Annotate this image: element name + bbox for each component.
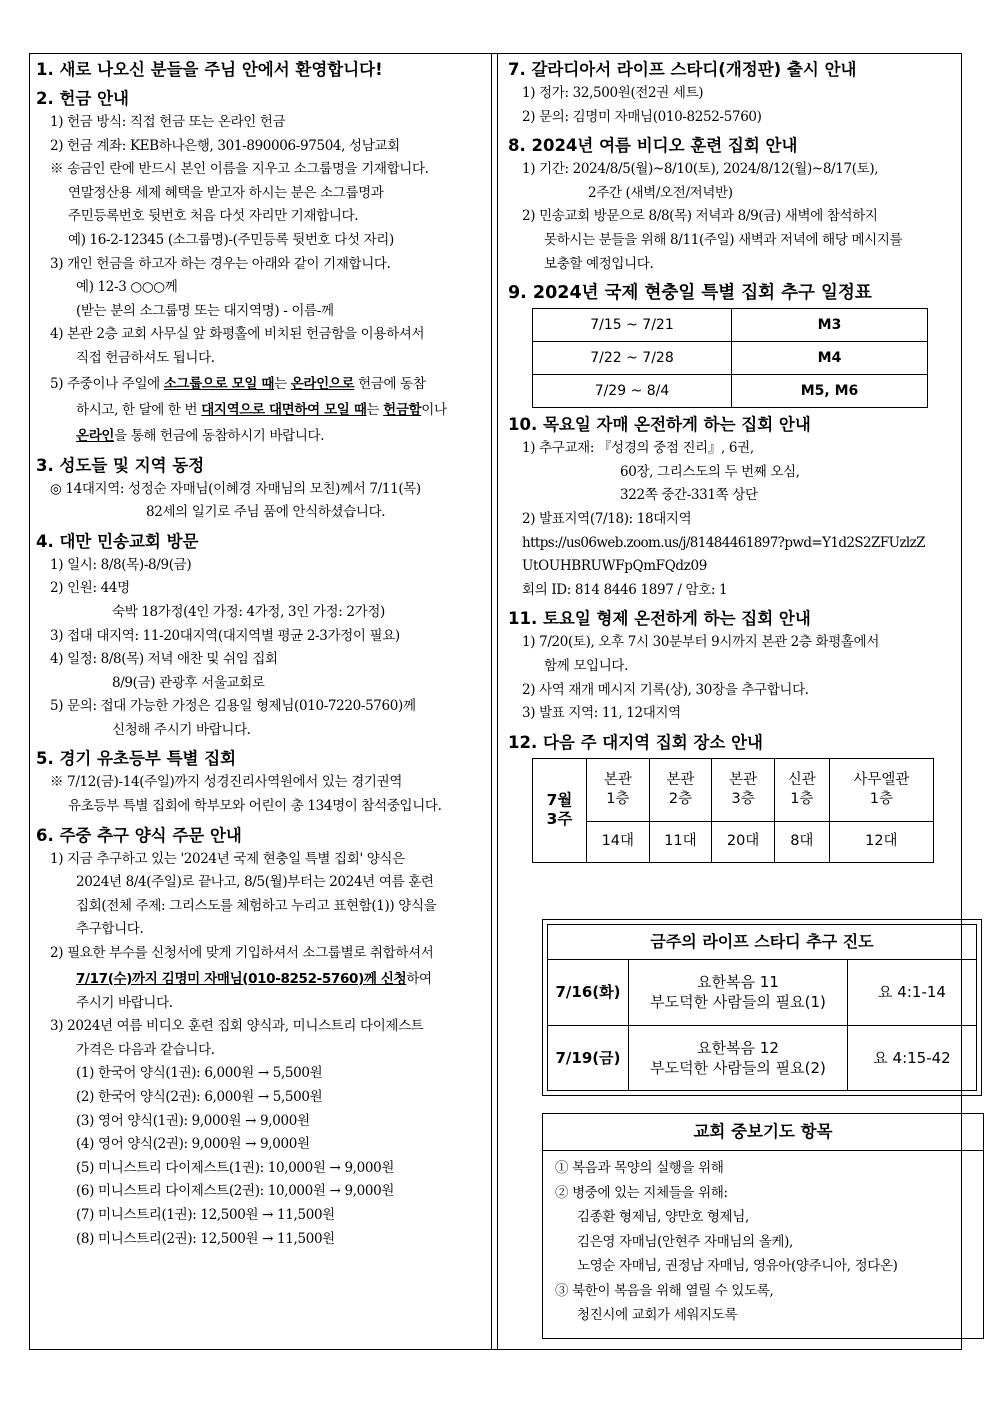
price-item: (6) 미니스트리 다이제스트(2권): 10,000원 → 9,000원 — [76, 1183, 395, 1200]
hall-cell — [774, 758, 829, 821]
order-line-4: 추구합니다. — [76, 921, 144, 938]
section-sisters-title: 10. 목요일 자매 온전하게 하는 집회 안내 — [508, 415, 811, 435]
offering-line-3: ※ 송금인 란에 반드시 본인 이름을 지우고 소그룹명을 기재합니다. — [50, 161, 429, 178]
prayer-list — [543, 1151, 983, 1328]
offering-text: 5) 주중이나 주일에 — [50, 375, 164, 392]
offering-line-4: 연말정산용 세제 혜택을 받고자 하시는 분은 소그룹명과 — [68, 184, 384, 201]
study-progress-title: 금주의 라이프 스타디 추구 진도 — [548, 925, 977, 960]
week-cell — [533, 758, 587, 862]
training-line-3: 2) 민송교회 방문으로 8/8(목) 저녁과 8/9(금) 새벽에 참석하지 — [522, 208, 878, 225]
offering-line-10: 4) 본관 2층 교회 사무실 앞 화평홀에 비치된 헌금함을 이용하셔서 — [50, 326, 425, 343]
section-offering-title: 2. 헌금 안내 — [36, 89, 129, 108]
district-cell: 11대 — [649, 821, 712, 862]
table-row — [533, 821, 934, 862]
study-lesson — [629, 1025, 848, 1091]
prayer-item: 김은영 자매님(안현주 자매님의 올케), — [577, 1233, 793, 1250]
book-line-1: 1) 정가: 32,500원(전2권 세트) — [522, 85, 704, 101]
price-item: (7) 미니스트리(1권): 12,500원 → 11,500원 — [76, 1206, 335, 1223]
schedule-message: M4 — [732, 342, 928, 375]
brothers-line-1: 1) 7/20(토), 오후 7시 30분부터 9시까지 본관 2층 화평홀에서 — [522, 634, 880, 651]
brothers-line-2: 함께 모입니다. — [544, 657, 629, 674]
prayer-item: 김종환 형제님, 양만호 형제님, — [577, 1209, 749, 1225]
sisters-line-4: 2) 발표지역(7/18): 18대지역 — [522, 510, 692, 527]
price-item: (4) 영어 양식(2권): 9,000원 → 9,000원 — [76, 1136, 310, 1153]
offering-line-6: 예) 16-2-12345 (소그룹명)-(주민등록 뒷번호 다섯 자리) — [68, 231, 394, 248]
order-line-8: 3) 2024년 여름 비디오 훈련 집회 양식과, 미니스트리 다이제스트 — [50, 1018, 424, 1035]
training-line-5: 보충할 예정입니다. — [544, 255, 654, 272]
order-deadline: 7/17(수)까지 김명미 자매님(010-8252-5760)께 신청 — [76, 970, 407, 987]
section-visit-title: 4. 대만 민송교회 방문 — [36, 531, 199, 551]
section-brothers-title: 11. 토요일 형제 온전하게 하는 집회 안내 — [508, 609, 811, 629]
brothers-line-4: 3) 발표 지역: 11, 12대지역 — [522, 705, 681, 722]
offering-line-1: 1) 헌금 방식: 직접 헌금 또는 온라인 헌금 — [50, 114, 286, 130]
offering-line-14 — [36, 423, 485, 449]
study-lesson — [629, 960, 848, 1026]
section-welcome-title: 1. 새로 나오신 분들을 주님 안에서 환영합니다! — [36, 60, 383, 79]
price-item: (5) 미니스트리 다이제스트(1권): 10,000원 → 9,000원 — [76, 1159, 395, 1176]
offering-text: 이나 — [421, 401, 447, 418]
study-reference: 요 4:15-42 — [848, 1025, 977, 1091]
price-item: (2) 한국어 양식(2권): 6,000원 → 5,500원 — [76, 1089, 323, 1105]
hall-floor: 2층 — [668, 790, 693, 807]
offering-emphasis: 대지역으로 대면하여 모일 때 — [201, 401, 367, 418]
district-cell: 20대 — [712, 821, 775, 862]
lesson-title: 부도덕한 사람들의 필요(2) — [650, 1058, 826, 1077]
section-schedule-title: 9. 2024년 국제 현충일 특별 집회 추구 일정표 — [508, 283, 872, 304]
offering-text: 는 — [366, 401, 384, 418]
visit-line-8: 신청해 주시기 바랍니다. — [112, 721, 251, 738]
study-progress-table — [547, 924, 977, 1091]
schedule-period: 7/15 ~ 7/21 — [533, 309, 732, 342]
price-item: (3) 영어 양식(1권): 9,000원 → 9,000원 — [76, 1112, 310, 1129]
left-column — [30, 54, 492, 1349]
hall-cell — [829, 758, 933, 821]
order-line-5: 2) 필요한 부수를 신청서에 맞게 기입하셔서 소그룹별로 취합하셔서 — [50, 945, 434, 962]
table-row — [533, 375, 928, 408]
schedule-message: M3 — [732, 309, 928, 342]
training-line-2: 2주간 (새벽/오전/저녁반) — [588, 184, 733, 201]
sisters-line-1: 1) 추구교재: 『성경의 중점 진리』, 6권, — [522, 440, 754, 457]
table-row — [533, 309, 928, 342]
section-location-title: 12. 다음 주 대지역 집회 장소 안내 — [508, 732, 763, 752]
hall-cell — [649, 758, 712, 821]
visit-line-6: 8/9(금) 관광후 서울교회로 — [112, 674, 265, 691]
hall-name: 본관 — [666, 771, 695, 788]
section-news-title: 3. 성도들 및 지역 동정 — [36, 455, 205, 475]
hall-name: 신관 — [787, 771, 816, 788]
training-line-4: 못하시는 분들을 위해 8/11(주일) 새벽과 저녁에 해당 메시지를 — [544, 231, 903, 248]
offering-emphasis: 헌금함 — [383, 401, 422, 418]
meeting-id: 회의 ID: 814 8446 1897 / 암호: 1 — [522, 581, 728, 598]
district-cell: 8대 — [774, 821, 829, 862]
hall-floor: 1층 — [606, 790, 630, 807]
lesson-title: 부도덕한 사람들의 필요(1) — [650, 993, 826, 1012]
hall-cell — [587, 758, 650, 821]
visit-line-1: 1) 일시: 8/8(목)-8/9(금) — [50, 556, 192, 573]
table-row — [548, 925, 977, 960]
offering-emphasis: 온라인으로 — [290, 375, 355, 392]
week-number: 3주 — [546, 810, 573, 829]
hall-floor: 1층 — [869, 790, 893, 807]
prayer-box — [542, 1113, 984, 1339]
schedule-period: 7/22 ~ 7/28 — [533, 342, 732, 375]
hall-cell — [712, 758, 775, 821]
children-line-1: ※ 7/12(금)-14(주일)까지 성경진리사역원에서 있는 경기권역 — [50, 774, 403, 791]
offering-line-5: 주민등록번호 뒷번호 처음 다섯 자리만 기재합니다. — [68, 208, 359, 225]
study-progress-box — [542, 919, 982, 1096]
order-line-2: 2024년 8/4(주일)로 끝나고, 8/5(월)부터는 2024년 여름 훈련 — [76, 874, 434, 891]
training-line-1: 1) 기간: 2024/8/5(월)~8/10(토), 2024/8/12(월)~8/17(토), — [522, 161, 879, 178]
price-item: (8) 미니스트리(2권): 12,500원 → 11,500원 — [76, 1230, 335, 1247]
order-line-7: 주시기 바랍니다. — [76, 994, 173, 1011]
table-row — [548, 960, 977, 1026]
children-line-2: 유초등부 특별 집회에 학부모와 어린이 총 134명이 참석중입니다. — [68, 798, 442, 815]
study-date: 7/19(금) — [548, 1025, 629, 1091]
lesson-book: 요한복음 11 — [697, 973, 779, 992]
hall-floor: 3층 — [731, 790, 755, 807]
section-training-title: 8. 2024년 여름 비디오 훈련 집회 안내 — [508, 136, 798, 156]
table-row — [533, 758, 934, 821]
offering-emphasis: 소그룹으로 모일 때 — [163, 375, 275, 392]
right-column — [497, 54, 963, 1349]
study-reference: 요 4:1-14 — [848, 960, 977, 1026]
visit-line-7: 5) 문의: 접대 가능한 가정은 김용일 형제님(010-7220-5760)께 — [50, 698, 416, 715]
offering-text: 는 — [274, 375, 291, 392]
study-date: 7/16(화) — [548, 960, 629, 1026]
news-line-2: 82세의 일기로 주님 품에 안식하셨습니다. — [146, 504, 386, 521]
offering-text: 을 통해 헌금에 동참하시기 바랍니다. — [114, 427, 325, 444]
sisters-line-3: 322쪽 중간-331쪽 상단 — [620, 487, 758, 504]
order-line-9: 가격은 다음과 같습니다. — [76, 1041, 215, 1058]
visit-line-3: 숙박 18가정(4인 가정: 4가정, 3인 가정: 2가정) — [112, 603, 385, 620]
offering-emphasis: 온라인 — [76, 427, 115, 444]
schedule-message: M5, M6 — [732, 375, 928, 408]
sisters-line-2: 60장, 그리스도의 두 번째 오심, — [620, 463, 800, 480]
table-row — [548, 1025, 977, 1091]
visit-line-4: 3) 접대 대지역: 11-20대지역(대지역별 평균 2-3가정이 필요) — [50, 627, 400, 644]
offering-line-9: (받는 분의 소그룹명 또는 대지역명) - 이름-께 — [76, 302, 334, 319]
lesson-book: 요한복음 12 — [697, 1038, 779, 1057]
offering-line-2: 2) 헌금 계좌: KEB하나은행, 301-890006-97504, 성남교회 — [50, 137, 400, 154]
district-cell: 12대 — [829, 821, 933, 862]
brothers-line-3: 2) 사역 재개 메시지 기록(상), 30장을 추구합니다. — [522, 681, 809, 698]
prayer-item: ② 병중에 있는 지체들을 위해: — [555, 1184, 728, 1201]
order-text: 하여 — [406, 970, 432, 987]
bulletin-frame — [29, 53, 962, 1350]
visit-line-5: 4) 일정: 8/8(목) 저녁 애찬 및 쉬임 집회 — [50, 651, 278, 668]
prayer-item: ① 복음과 목양의 실행을 위해 — [555, 1160, 724, 1176]
hall-name: 본관 — [729, 771, 758, 788]
hall-floor: 1층 — [790, 790, 814, 807]
offering-text: 하시고, 한 달에 한 번 — [76, 401, 202, 418]
order-line-1: 1) 지금 추구하고 있는 '2024년 국제 현충일 특별 집회' 양식은 — [50, 850, 405, 867]
section-book-title: 7. 갈라디아서 라이프 스타디(개정판) 출시 안내 — [508, 60, 857, 79]
offering-line-8: 예) 12-3 ○○○께 — [76, 279, 178, 296]
prayer-item: ③ 북한이 복음을 위해 열릴 수 있도록, — [555, 1282, 774, 1299]
prayer-title: 교회 중보기도 항목 — [543, 1114, 983, 1151]
hall-name: 본관 — [603, 771, 632, 788]
prayer-item: 청진시에 교회가 세워지도록 — [577, 1307, 738, 1323]
offering-line-7: 3) 개인 헌금을 하고자 하는 경우는 아래와 같이 기재합니다. — [50, 255, 391, 272]
price-item: (1) 한국어 양식(1권): 6,000원 → 5,500원 — [76, 1065, 323, 1082]
hall-name: 사무엘관 — [853, 771, 910, 788]
table-row — [533, 342, 928, 375]
week-month: 7월 — [546, 791, 573, 810]
district-cell: 14대 — [587, 821, 650, 862]
schedule-period: 7/29 ~ 8/4 — [533, 375, 732, 408]
book-line-2: 2) 문의: 김명미 자매님(010-8252-5760) — [522, 108, 762, 125]
visit-line-2: 2) 인원: 44명 — [50, 580, 130, 597]
prayer-item: 노영순 자매님, 권정남 자매님, 영유아(양주니아, 정다온) — [577, 1258, 898, 1274]
offering-line-11: 직접 헌금하셔도 됩니다. — [76, 349, 215, 366]
zoom-link-cont[interactable]: UtOUHBRUWFpQmFQdz09 — [522, 558, 707, 575]
order-line-3: 집회(전체 주제: 그리스도를 체험하고 누리고 표현함(1)) 양식을 — [76, 897, 437, 914]
offering-text: 헌금에 동참 — [354, 375, 426, 392]
section-order-title: 6. 주중 추구 양식 주문 안내 — [36, 825, 242, 845]
offering-line-12 — [36, 371, 485, 397]
order-line-6 — [36, 966, 485, 992]
section-children-title: 5. 경기 유초등부 특별 집회 — [36, 749, 237, 769]
news-line-1: ◎ 14대지역: 성정순 자매님(이혜경 자매님의 모친)께서 7/11(목) — [50, 480, 421, 497]
schedule-table — [532, 308, 928, 408]
location-table — [532, 758, 934, 863]
offering-line-13 — [36, 397, 485, 423]
zoom-link[interactable]: https://us06web.zoom.us/j/81484461897?pwd=Y1d2S2ZFUzlzZ — [522, 534, 925, 551]
